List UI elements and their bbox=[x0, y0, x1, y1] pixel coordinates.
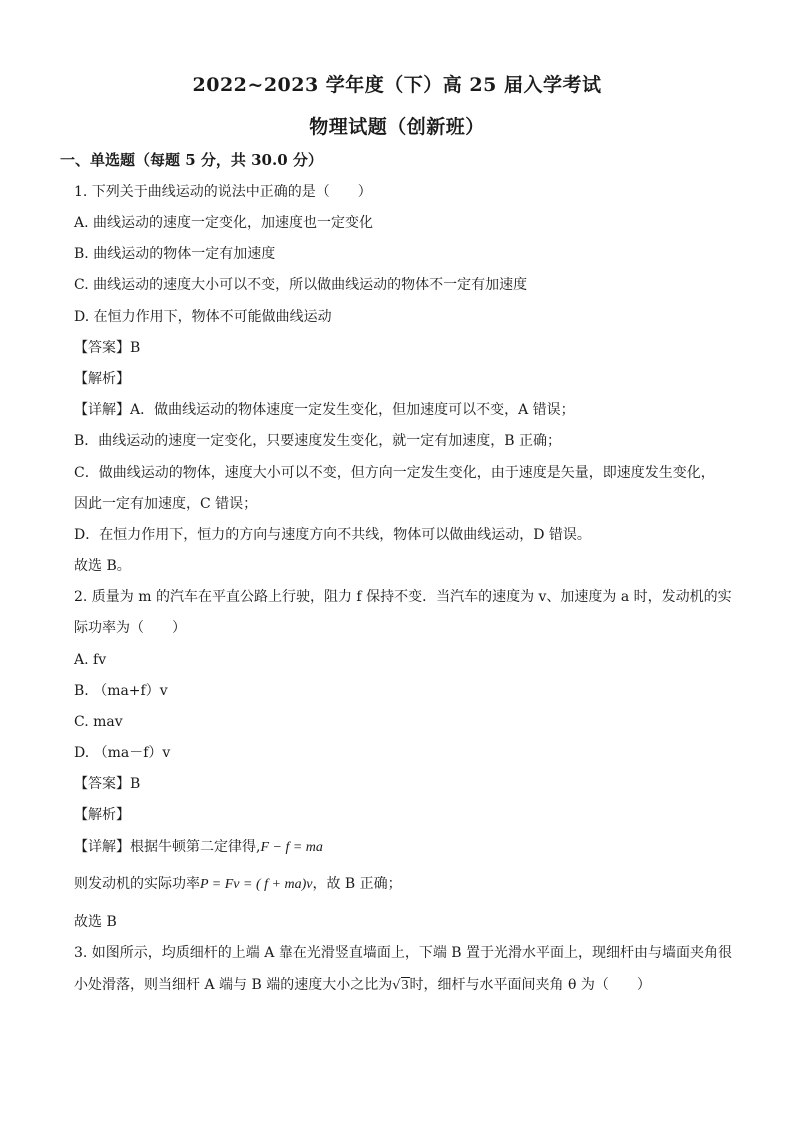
q2-power-line bbox=[74, 874, 402, 895]
q2-answer-value: B bbox=[130, 776, 141, 792]
q2-newton-equation: F − f = ma bbox=[260, 840, 323, 855]
q1-detail-line-5: D．在恒力作用下，恒力的方向与速度方向不共线，物体可以做曲线运动，D 错误。 bbox=[74, 527, 591, 543]
section-heading-single-choice: 一、单选题（每题 5 分，共 30.0 分） bbox=[60, 151, 323, 169]
q2-power-equation: P = Fv = ( f + ma)v bbox=[200, 877, 313, 892]
q1-option-d: D. 在恒力作用下，物体不可能做曲线运动 bbox=[74, 309, 332, 325]
q2-option-c: C. mav bbox=[74, 714, 123, 730]
sqrt-sign: √ bbox=[392, 978, 401, 993]
q1-detail-text-1: A．做曲线运动的物体速度一定发生变化，但加速度可以不变，A 错误； bbox=[130, 402, 575, 418]
q3-stem-line-2 bbox=[74, 975, 651, 996]
q2-detail-text: 根据牛顿第二定律得, bbox=[130, 839, 261, 855]
q2-option-b: B. （ma+f）v bbox=[74, 683, 168, 699]
q1-answer-value: B bbox=[130, 340, 141, 356]
q2-detail-line bbox=[74, 837, 323, 858]
q3-stem-line-1: 3. 如图所示，均质细杆的上端 A 靠在光滑竖直墙面上，下端 B 置于光滑水平面上，现细杆由与墙面夹角很 bbox=[74, 945, 733, 961]
q1-analysis-label: 【解析】 bbox=[74, 371, 130, 387]
q2-conclusion: 故选 B bbox=[74, 914, 117, 930]
q2-power-suffix: ，故 B 正确； bbox=[312, 876, 402, 892]
q1-detail-label: 【详解】 bbox=[74, 402, 130, 418]
q1-option-c: C. 曲线运动的速度大小可以不变，所以做曲线运动的物体不一定有加速度 bbox=[74, 277, 528, 293]
q2-analysis-label: 【解析】 bbox=[74, 807, 130, 823]
q1-answer-label: 【答案】 bbox=[74, 340, 130, 356]
q2-option-a: A. fv bbox=[74, 652, 107, 668]
q1-option-b: B. 曲线运动的物体一定有加速度 bbox=[74, 246, 276, 262]
sqrt-argument: 3 bbox=[401, 978, 409, 993]
q2-stem-continued: 际功率为（ ） bbox=[74, 620, 186, 636]
q2-answer bbox=[74, 774, 140, 794]
q1-conclusion: 故选 B。 bbox=[74, 558, 131, 574]
exam-subtitle: 物理试题（创新班） bbox=[309, 116, 485, 138]
q3-stem-part-a: 小处滑落，则当细杆 A 端与 B 端的速度大小之比为 bbox=[74, 977, 393, 993]
q1-answer bbox=[74, 338, 140, 358]
q1-detail-line-3: C．做曲线运动的物体，速度大小可以不变，但方向一定发生变化，由于速度是矢量，即速度发生变化， bbox=[74, 465, 715, 481]
q1-detail-line-2: B．曲线运动的速度一定变化，只要速度发生变化，就一定有加速度，B 正确； bbox=[74, 433, 562, 449]
q1-option-a: A. 曲线运动的速度一定变化，加速度也一定变化 bbox=[74, 215, 374, 231]
q1-detail-line-1 bbox=[74, 400, 575, 420]
q2-stem: 2. 质量为 m 的汽车在平直公路上行驶，阻力 f 保持不变．当汽车的速度为 v、加速度为 a 时，发动机的实 bbox=[74, 589, 732, 605]
q3-stem-part-b: 时，细杆与水平面间夹角 θ 为（ ） bbox=[409, 977, 651, 993]
q2-detail-label: 【详解】 bbox=[74, 839, 130, 855]
q1-stem: 1. 下列关于曲线运动的说法中正确的是（ ） bbox=[74, 184, 372, 200]
q2-answer-label: 【答案】 bbox=[74, 776, 130, 792]
q2-option-d: D. （ma－f）v bbox=[74, 745, 171, 761]
exam-title: 2022~2023 学年度（下）高 25 届入学考试 bbox=[192, 74, 602, 96]
q2-power-prefix: 则发动机的实际功率 bbox=[74, 876, 200, 892]
q1-detail-line-4: 因此一定有加速度，C 错误； bbox=[74, 496, 258, 512]
